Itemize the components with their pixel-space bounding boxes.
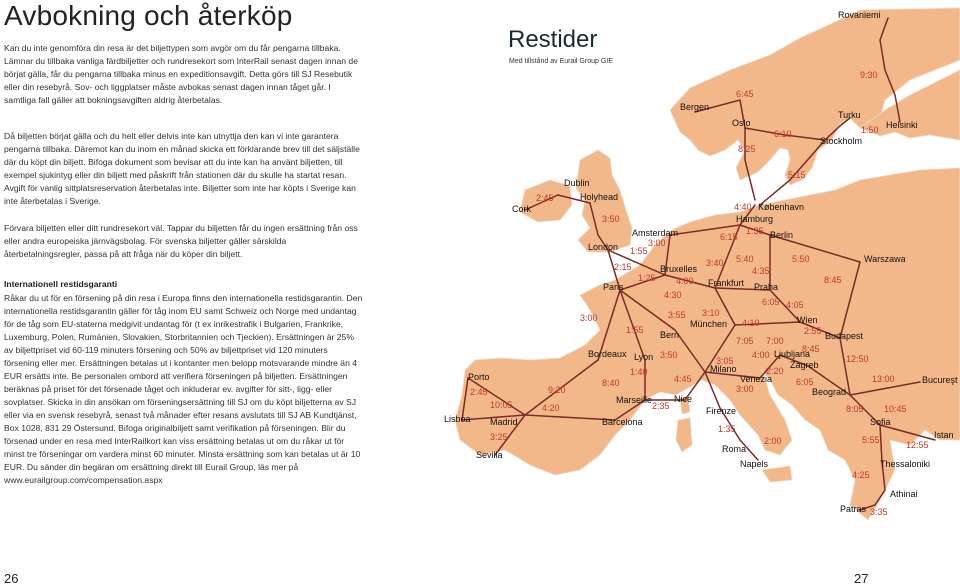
travel-time-47: 4:20	[542, 403, 560, 413]
city-label-praha: Praha	[754, 282, 779, 292]
travel-time-41: 1:40	[630, 367, 648, 377]
page-title: Avbokning och återköp	[4, 0, 293, 31]
city-label-barcelona: Barcelona	[602, 417, 643, 427]
europe-travel-map	[440, 0, 960, 530]
city-label-wien: Wien	[797, 315, 818, 325]
city-label-hamburg: Hamburg	[736, 214, 774, 224]
travel-time-6: 2:45	[536, 193, 554, 203]
city-label-ljubljana: Ljubljana	[774, 349, 811, 359]
city-label-dublin: Dublin	[564, 178, 590, 188]
travel-time-3: 6:10	[774, 129, 792, 139]
travel-time-0: 9:30	[860, 70, 878, 80]
travel-time-54: 5:55	[862, 435, 880, 445]
map-title: Restider	[508, 26, 598, 53]
city-label-amsterdam: Amsterdam	[632, 228, 679, 238]
travel-time-13: 2:15	[614, 262, 632, 272]
travel-time-36: 4:00	[752, 350, 770, 360]
travel-time-45: 2:45	[470, 387, 488, 397]
travel-time-56: 4:25	[852, 470, 870, 480]
paragraph-refund: Då biljetten börjat gälla och du helt eller delvis inte kan utnyttja den kan vi inte garantera pengarna tillbaka. Däremot kan du inom en månad skicka ett förklarande brev till det säljställe där du köpt din biljett. Bifoga dokument som bevisar att du inte kan ha använt biljetten, till exempel sjukintyg eller din biljett med påskrift från stationen där du skulle ha startat resan. Avgift för vanlig sittplatsreservation återbetalas inte. Biljetter som inte har köpts i Sverige kan inte återbetalas i Sverige.	[4, 131, 360, 206]
travel-time-2: 1:50	[861, 125, 879, 135]
travel-time-53: 2:00	[764, 436, 782, 446]
travel-time-32: 8:45	[802, 344, 820, 354]
paragraph-cancellation: Kan du inte genomföra din resa är det biljettypen som avgör om du får pengarna tillbaka. Lämnar du tillbaka vanliga färdbiljetter och rundresekort som InterRail senast dagen innan de börjat gälla, får du pengarna tillbaka minus en expeditionsavgift. Detta görs till SJ Resebutik eller din resebyrå. Sov- och liggplatser måste avbokas senast dagen innan tåget går. I samtliga fall gäller att bokningsavgiften aldrig återbetalas.	[4, 43, 358, 105]
travel-time-16: 3:40	[706, 258, 724, 268]
paragraph-keep-ticket: Förvara biljetten eller ditt rundresekort väl. Tappar du biljetten får du ingen ersättning från oss eller andra europeiska järnvägsbolag. För svenska biljetter gäller särskilda återbetalningsregler, passa på att fråga när du köper din biljett.	[4, 223, 358, 259]
city-label-frankfurt: Frankfurt	[708, 278, 745, 288]
city-label-roma: Roma	[722, 444, 747, 454]
city-label-oslo: Oslo	[732, 118, 751, 128]
travel-time-9: 1:35	[746, 226, 764, 236]
travel-time-55: 12:55	[906, 440, 929, 450]
travel-time-31: 7:00	[766, 336, 784, 346]
city-label-bordeaux: Bordeaux	[588, 349, 627, 359]
travel-time-10: 6:15	[720, 232, 738, 242]
city-label-marseille: Marseille	[616, 395, 653, 405]
city-label-munchen: München	[690, 319, 728, 329]
city-label-rovaniemi: Rovaniemi	[838, 10, 881, 20]
travel-time-12: 1:55	[630, 246, 648, 256]
travel-time-33: 12:50	[846, 354, 869, 364]
travel-time-8: 4:40	[734, 202, 752, 212]
city-label-napels: Napels	[740, 459, 769, 469]
land-sardinia	[676, 418, 692, 452]
travel-time-5: 5:15	[788, 170, 806, 180]
travel-time-14: 1:25	[638, 273, 656, 283]
travel-time-1: 6:45	[736, 89, 754, 99]
travel-time-22: 6:05	[762, 297, 780, 307]
travel-time-57: 3:35	[870, 507, 888, 517]
travel-time-49: 8:05	[846, 404, 864, 414]
travel-time-23: 4:05	[786, 300, 804, 310]
page-number-right: 27	[854, 571, 869, 586]
city-label-athinai: Athinai	[890, 489, 918, 499]
travel-time-46: 10:05	[490, 400, 513, 410]
travel-time-17: 5:40	[736, 254, 754, 264]
travel-time-21: 4:30	[664, 290, 682, 300]
travel-time-52: 1:35	[718, 424, 736, 434]
city-label-venezia: Venezia	[740, 374, 773, 384]
travel-time-7: 3:50	[602, 214, 620, 224]
city-label-lyon: Lyon	[634, 352, 654, 362]
city-label-sevilla: Sevilla	[476, 450, 503, 460]
city-label-patras: Patras	[840, 504, 867, 514]
travel-time-35: 3:05	[716, 356, 734, 366]
travel-time-50: 10:45	[884, 404, 907, 414]
city-label-thessaloniki: Thessaloniki	[880, 459, 931, 469]
travel-time-20: 8:45	[824, 275, 842, 285]
map-graphic	[440, 0, 960, 530]
city-label-sofia: Sofia	[870, 417, 891, 427]
city-label-firenze: Firenze	[706, 406, 737, 416]
travel-time-4: 8:25	[738, 144, 756, 154]
travel-time-28: 3:00	[580, 313, 598, 323]
travel-time-29: 1:55	[626, 325, 644, 335]
left-page	[0, 0, 440, 587]
travel-time-43: 3:00	[736, 384, 754, 394]
travel-time-11: 3:00	[648, 238, 666, 248]
city-label-budapest: Budapest	[825, 331, 864, 341]
city-label-turku: Turku	[838, 110, 861, 120]
travel-time-27: 2:55	[804, 326, 822, 336]
city-label-lisboa: Lisboa	[444, 414, 471, 424]
travel-time-40: 8:40	[602, 378, 620, 388]
city-label-paris: Paris	[603, 282, 624, 292]
travel-time-37: 2:20	[766, 366, 784, 376]
travel-time-19: 5:50	[792, 254, 810, 264]
city-label-berlin: Berlin	[770, 230, 794, 240]
travel-time-24: 3:55	[668, 310, 686, 320]
travel-time-34: 3:50	[660, 350, 678, 360]
city-label-porto: Porto	[468, 372, 490, 382]
map-subtitle: Med tillstånd av Eurail Group GIE	[509, 58, 613, 65]
travel-time-18: 4:35	[752, 266, 770, 276]
city-label-bergen: Bergen	[680, 102, 710, 112]
travel-time-44: 9:20	[548, 385, 566, 395]
travel-time-48: 2:35	[652, 401, 670, 411]
travel-time-38: 6:05	[796, 377, 814, 387]
city-label-beograd: Beograd	[812, 387, 847, 397]
city-label-stockholm: Stockholm	[820, 136, 863, 146]
travel-time-39: 13:00	[872, 374, 895, 384]
city-label-istan: Istan	[934, 430, 954, 440]
city-label-milano: Milano	[710, 364, 737, 374]
city-label-zagreb: Zagreb	[790, 360, 819, 370]
travel-time-30: 7:05	[736, 336, 754, 346]
travel-time-42: 4:45	[674, 374, 692, 384]
travel-time-25: 3:10	[702, 308, 720, 318]
section-heading: Internationell restidsgaranti	[4, 279, 118, 289]
city-label-bucuresti: Bucureşt	[922, 375, 958, 385]
travel-time-51: 3:25	[490, 432, 508, 442]
travel-time-26: 4:10	[742, 318, 760, 328]
city-label-london: London	[588, 242, 619, 252]
page-number-left: 26	[4, 571, 19, 586]
city-label-cork: Cork	[512, 204, 532, 214]
paragraph-guarantee: Råkar du ut för en försening på din resa i Europa finns den internationella restidsgarantin. Den internationella restidsgarantin gäller för tåg inom EU samt Schweiz och Norge med undantag för de tåg som EU-staterna medgivit undantag för (t ex inrikestrafik i Bulgarien, Frankrike, Luxemburg, Polen, Rumänien, Slovakien, Storbritannien och Tjeckien). Ersättningen är 25% av biljettpriset vid 60-119 minuters försening och 50% av biljettpriset vid 120 minuters försening eller mer. Ersättningen betalas ut i kontanter men belopp motsvarande mindre än 4 EUR ersätts inte. Be personalen ombord att verifiera förseningen på biljetten. Ersättningen beräknas på priset för det försenade tåget och inkluderar ev. avgifter för sitt-, ligg- eller sovplatser. Skicka in din ansökan om förseningsersättning till SJ om du köpt biljetterna av SJ eller via en svensk resebyrå, senast två månader efter resans avslutats till SJ AB Kundtjänst, Box 1028, 831 29 Östersund. Bifoga originalbiljett samt verifikation på förseningen. Blir du försenad under en resa med InterRailkort kan viss ersättning betalas ut om du råkar ut för minst tre förseningar om vardera minst 60 minuter. Minsta ersättning som kan betalas ut är 10 EUR. Du sänder din begäran om ersättning direkt till Eurail Group, läs mer på www.eurailgroup.com/compensation.aspx	[4, 293, 363, 485]
city-label-nice: Nice	[674, 394, 693, 404]
travel-time-15: 4:00	[676, 276, 694, 286]
city-label-bruxelles: Bruxelles	[660, 264, 698, 274]
city-label-madrid: Madrid	[490, 417, 518, 427]
city-label-warszawa: Warszawa	[864, 254, 906, 264]
city-label-holyhead: Holyhead	[580, 192, 619, 202]
city-label-bern: Bern	[660, 330, 680, 340]
city-label-helsinki: Helsinki	[886, 120, 918, 130]
city-label-kobenhavn: København	[758, 202, 805, 212]
